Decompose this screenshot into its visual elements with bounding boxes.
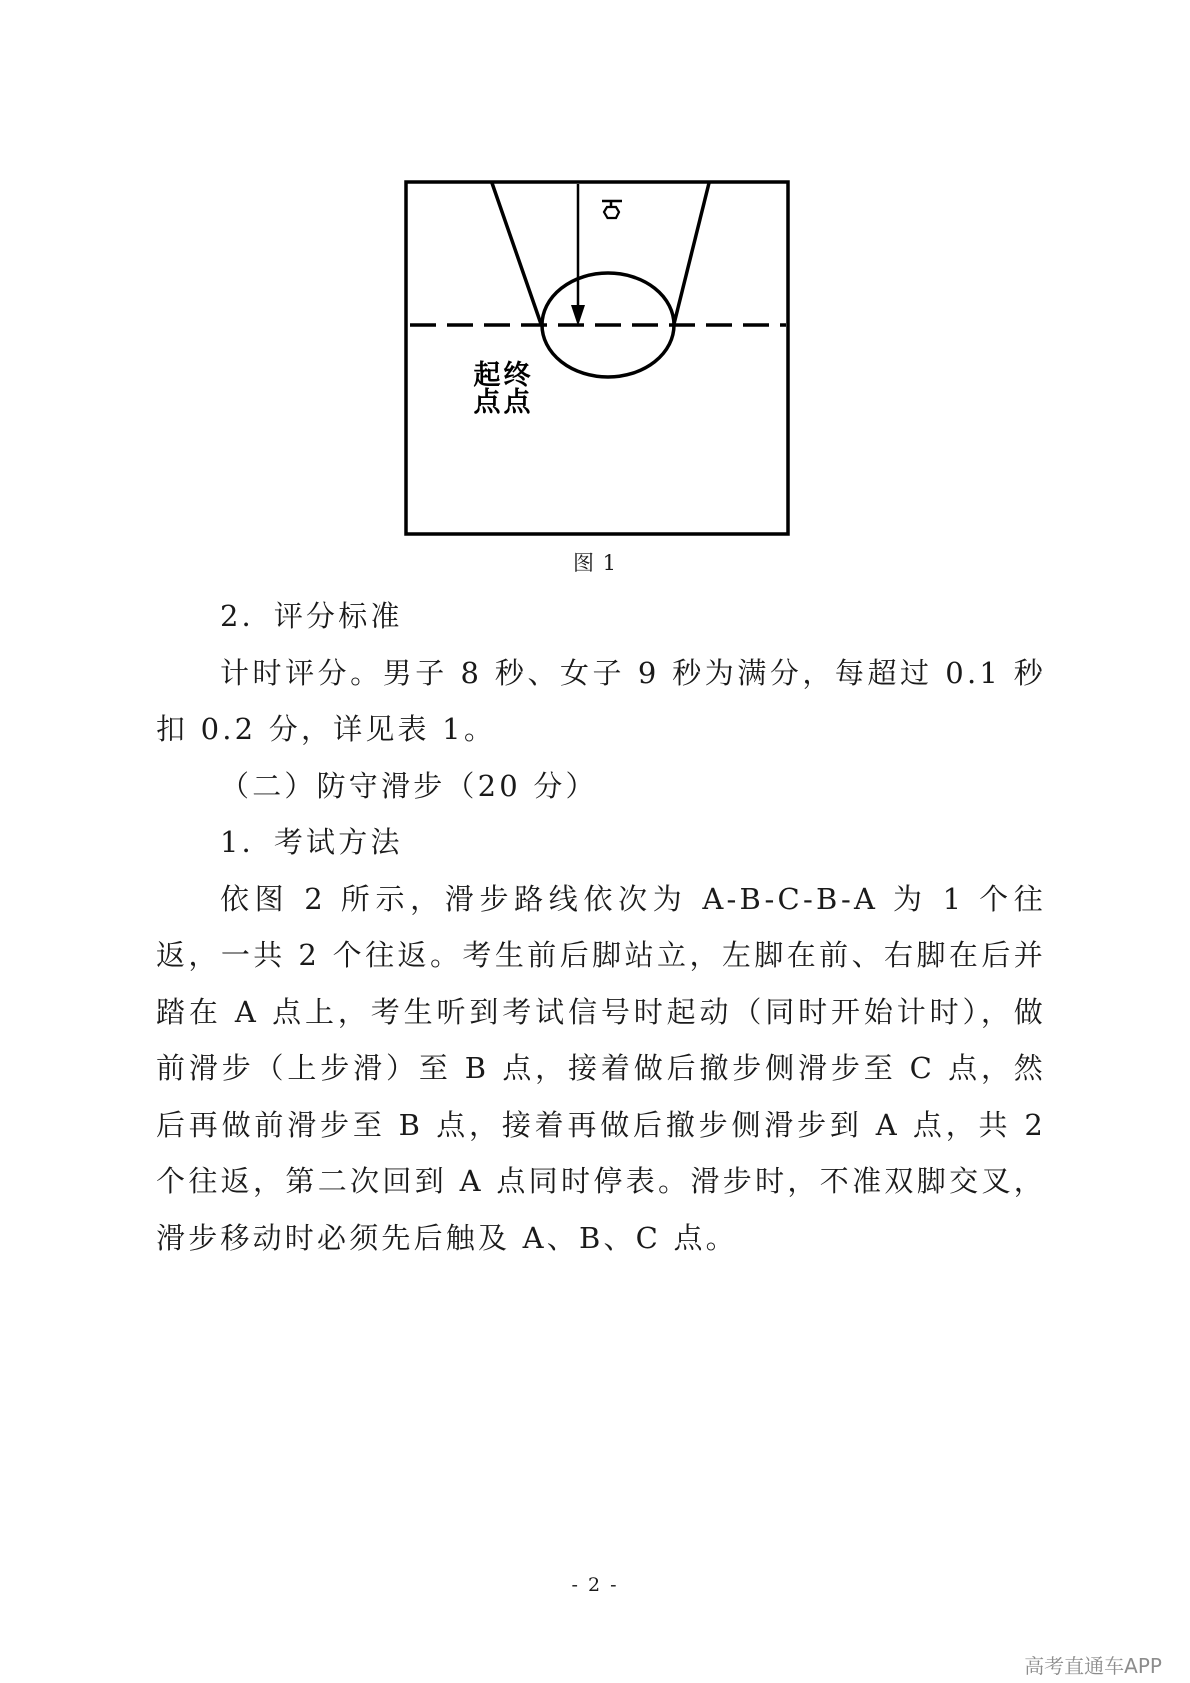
end-point-label: 终点: [498, 360, 530, 414]
scoring-heading: 2．评分标准: [220, 599, 403, 633]
court-boundary: [406, 182, 788, 534]
method-heading: 1．考试方法: [220, 825, 403, 859]
page-number: - 2 -: [571, 1574, 619, 1596]
court-diagram-svg: [404, 180, 790, 536]
lane-line-left: [492, 183, 541, 324]
lane-line-right: [674, 183, 709, 324]
watermark: 高考直通车APP: [1024, 1654, 1162, 1678]
court-diagram: [404, 180, 790, 536]
section-title: （二）防守滑步（20 分）: [220, 768, 598, 803]
basket-hexagon: [604, 207, 619, 218]
run-path-arrowhead: [571, 305, 585, 326]
scoring-paragraph: 计时评分。男子 8 秒、女子 9 秒为满分，每超过 0.1 秒扣 0.2 分，详见表 1。: [156, 655, 1046, 746]
start-point-label: 起点: [468, 360, 500, 414]
method-paragraph: 依图 2 所示，滑步路线依次为 A-B-C-B-A 为 1 个往返，一共 2 个往返。考生前后脚站立，左脚在前、右脚在后并踏在 A 点上，考生听到考试信号时起动（同时开始计时），做前滑步（上步滑）至 B 点，接着做后撤步侧滑步至 C 点，然后再做前滑步至 B 点，接着再做后撤步侧滑步到 A 点，共 2 个往返，第二次回到 A 点同时停表。滑步时，不准双脚交叉，滑步移动时必须先后触及 A、B、C 点。: [156, 881, 1046, 1255]
figure-caption: 图 1: [572, 551, 618, 575]
document-body: [156, 588, 1046, 1266]
